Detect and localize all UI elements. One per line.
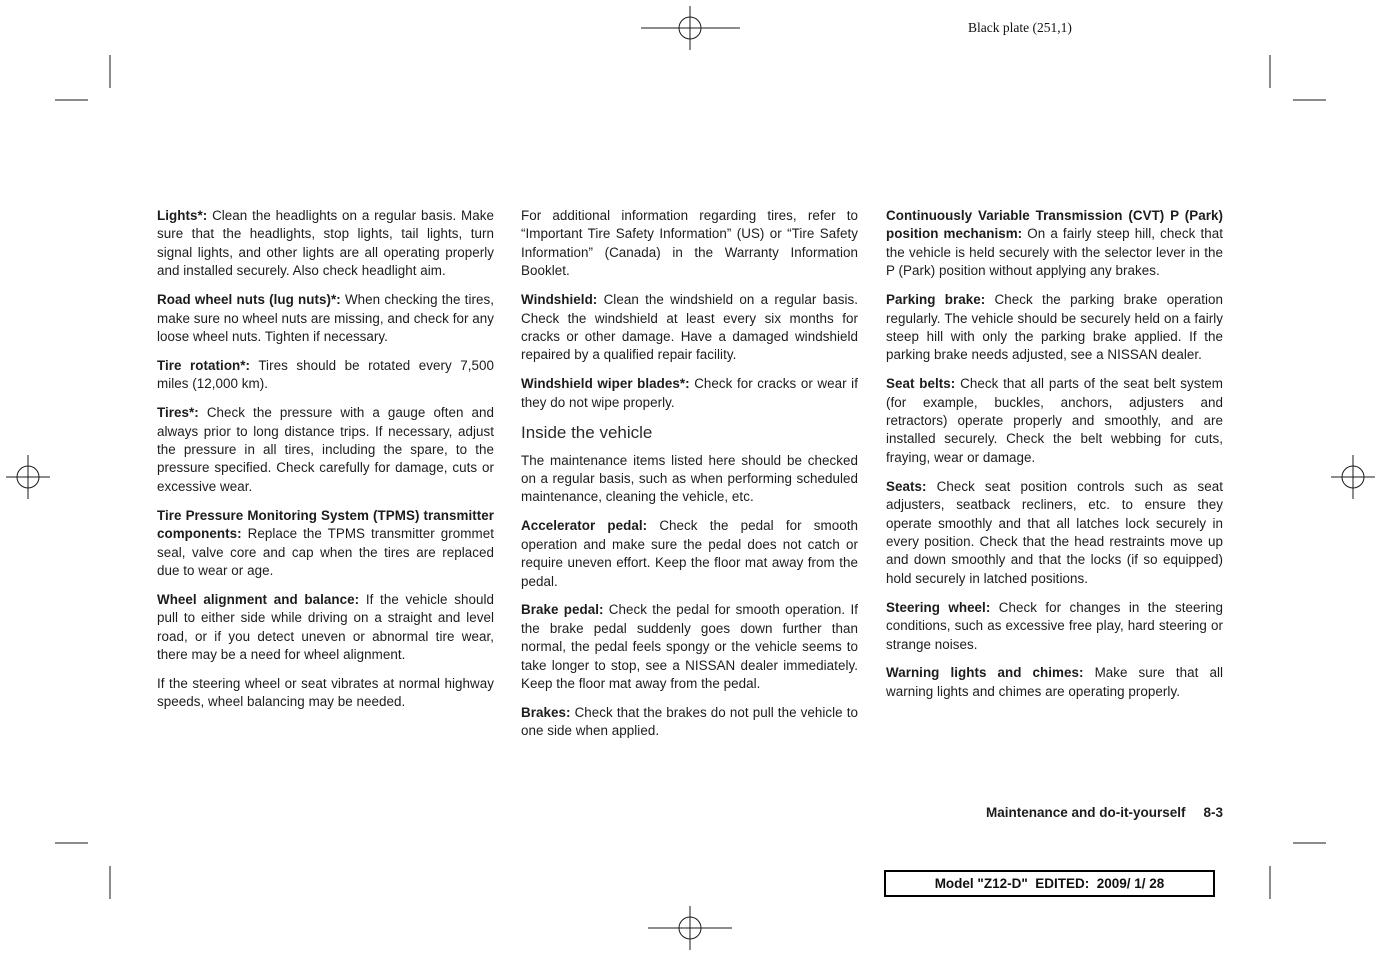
registration-mark-right: [1331, 455, 1375, 499]
paragraph: [521, 375, 858, 412]
paragraph: [886, 478, 1223, 588]
paragraph-text: Make sure that all warning lights and chimes are operating properly.: [886, 665, 1223, 699]
paragraph-text: For additional information regarding tires, refer to “Important Tire Safety Information” (US) or “Tire Safety Information” (Canada) in the Warranty Information Booklet.: [521, 208, 858, 279]
paragraph-lead: Steering wheel:: [886, 599, 991, 615]
registration-mark-left: [6, 455, 50, 499]
paragraph-lead: Parking brake:: [886, 292, 986, 308]
paragraph: [521, 291, 858, 365]
paragraph-lead: Tires*:: [157, 405, 199, 421]
paragraph: [886, 291, 1223, 365]
paragraph-text: When checking the tires, make sure no wheel nuts are missing, and check for any loose wheel nuts. Tighten if necessary.: [157, 292, 494, 344]
paragraph: [521, 704, 858, 741]
crop-mark-bottom-left: [55, 843, 110, 899]
paragraph-text: Check for cracks or wear if they do not wipe properly.: [521, 376, 858, 410]
model-edit-label: Model "Z12-D" EDITED: 2009/ 1/ 28: [934, 876, 1165, 891]
paragraph: [886, 664, 1223, 701]
paragraph-text: Check the pressure with a gauge often and always prior to long distance trips. If necessary, adjust the pressure in all tires, including the spare, to the pressure specified. Check carefully for damage, cuts or excessive wear.: [157, 405, 494, 494]
paragraph-text: Check for changes in the steering conditions, such as excessive free play, hard steering or strange noises.: [886, 599, 1223, 652]
paragraph-text: Clean the windshield on a regular basis. Check the windshield at least every six months for cracks or other damage. Have a damaged windshield repaired by a qualified repair facility.: [521, 292, 858, 363]
paragraph: [886, 599, 1223, 654]
paragraph-text: Check that the brakes do not pull the vehicle to one side when applied.: [521, 704, 858, 739]
crop-mark-bottom-right: [1270, 843, 1326, 899]
section-heading: Inside the vehicle: [521, 422, 653, 442]
paragraph-lead: Brakes:: [521, 704, 571, 720]
text-column-3: [886, 207, 1223, 712]
paragraph-text: If the steering wheel or seat vibrates at normal highway speeds, wheel balancing may be needed.: [157, 675, 494, 710]
paragraph: [886, 375, 1223, 467]
plate-label: Black plate (251,1): [968, 20, 1072, 35]
paragraph: [157, 207, 494, 281]
paragraph-text: The maintenance items listed here should be checked on a regular basis, such as when performing scheduled maintenance, cleaning the vehicle, etc.: [521, 452, 858, 505]
paragraph-text: Check the parking brake operation regularly. The vehicle should be securely held on a fairly steep hill with only the parking brake applied. If the parking brake needs adjusted, see a NISSAN dealer.: [886, 292, 1223, 363]
paragraph-lead: Wheel alignment and balance:: [157, 591, 360, 607]
paragraph-text: Check that all parts of the seat belt system (for example, buckles, anchors, adjusters and retractors) operate properly and smoothly, and are installed securely. Check the belt webbing for cuts, fraying, wear or damage.: [886, 376, 1223, 465]
text-column-1: [157, 207, 494, 722]
paragraph: [157, 591, 494, 665]
paragraph: [886, 207, 1223, 281]
paragraph: [521, 452, 858, 507]
paragraph: [157, 404, 494, 496]
paragraph-lead: Warning lights and chimes:: [886, 665, 1084, 681]
paragraph: [157, 507, 494, 581]
paragraph-lead: Windshield:: [521, 292, 598, 308]
paragraph-text: On a fairly steep hill, check that the vehicle is held securely with the selector lever in the P (Park) position without applying any brakes.: [886, 226, 1223, 279]
text-column-2: [521, 207, 858, 751]
paragraph-lead: Brake pedal:: [521, 602, 604, 618]
registration-mark-top: [641, 6, 740, 50]
paragraph-lead: Tire rotation*:: [157, 357, 251, 373]
crop-mark-top-left: [55, 55, 110, 100]
paragraph-text: If the vehicle should pull to either side while driving on a straight and level road, or if you detect uneven or abnormal tire wear, there may be a need for wheel alignment.: [157, 591, 494, 663]
paragraph: [521, 207, 858, 281]
paragraph: [157, 675, 494, 712]
footer-section-title: Maintenance and do-it-yourself: [985, 805, 1186, 820]
paragraph-text: Tires should be rotated every 7,500 miles (12,000 km).: [157, 357, 494, 392]
model-edit-box: [884, 870, 1215, 897]
paragraph-lead: Windshield wiper blades*:: [521, 376, 690, 392]
paragraph: [521, 601, 858, 693]
paragraph-lead: Road wheel nuts (lug nuts)*:: [157, 292, 341, 308]
paragraph-text: Replace the TPMS transmitter grommet seal, valve core and cap when the tires are replaced due to wear or age.: [157, 526, 494, 578]
paragraph-lead: Seat belts:: [886, 376, 956, 392]
paragraph-text: Check the pedal for smooth operation. If the brake pedal suddenly goes down further than normal, the pedal feels spongy or the vehicle seems to take longer to stop, see a NISSAN dealer immediately. Keep the floor mat away from the pedal.: [521, 602, 858, 692]
paragraph: [521, 517, 858, 591]
footer-page-number: 8-3: [1203, 805, 1223, 820]
paragraph-text: Check the pedal for smooth operation and make sure the pedal does not catch or require uneven effort. Keep the floor mat away from the pedal.: [521, 518, 858, 589]
registration-mark-bottom: [648, 906, 732, 950]
paragraph-lead: Accelerator pedal:: [521, 518, 648, 534]
paragraph-text: Check seat position controls such as seat adjusters, seatback recliners, etc. to ensure they operate smoothly and that all latches lock securely in every position. Check that the head restraints move up and down smoothly and that the locks (if so equipped) hold securely in latched positions.: [886, 478, 1223, 586]
paragraph-lead: Tire Pressure Monitoring System (TPMS) transmitter components:: [157, 507, 494, 542]
page-footer: [886, 805, 1223, 820]
paragraph-lead: Seats:: [886, 478, 927, 494]
crop-mark-top-right: [1270, 55, 1326, 100]
paragraph-text: Clean the headlights on a regular basis. Make sure that the headlights, stop lights, tail lights, turn signal lights, and other lights are all operating properly and installed securely. Also check headlight aim.: [157, 208, 494, 279]
paragraph-lead: Continuously Variable Transmission (CVT) P (Park) position mechanism:: [886, 208, 1223, 242]
paragraph: [157, 357, 494, 394]
paragraph: [157, 291, 494, 346]
paragraph-lead: Lights*:: [157, 208, 208, 223]
